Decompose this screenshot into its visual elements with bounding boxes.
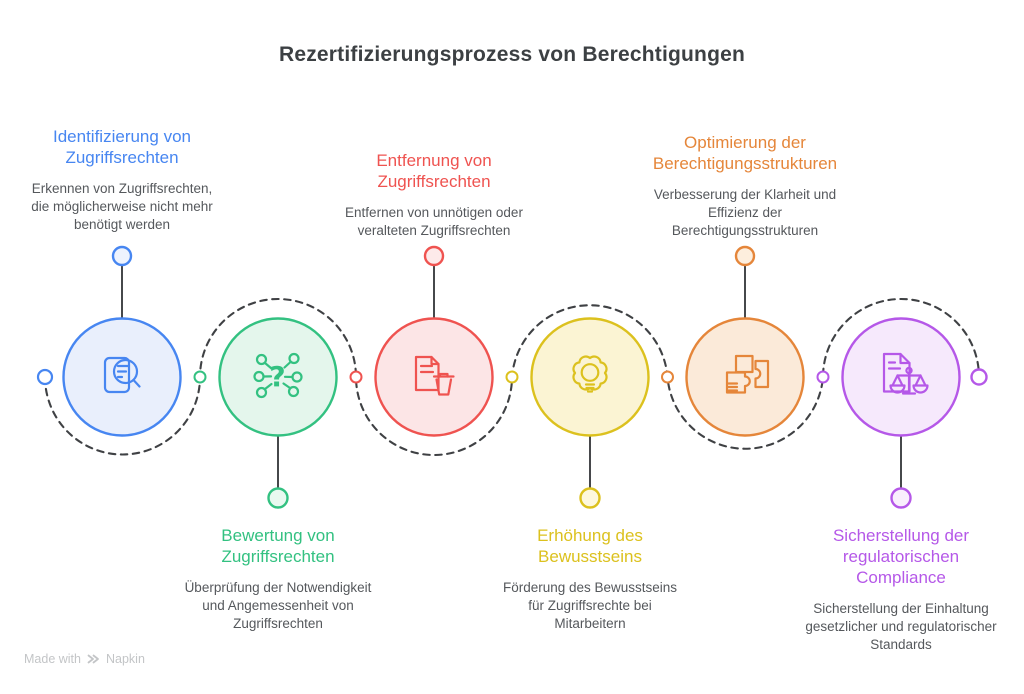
step-5-description: Verbesserung der Klarheit und Effizienz der Berechtigungsstrukturen bbox=[653, 187, 837, 239]
made-with-napkin bbox=[24, 652, 145, 666]
step-5-text bbox=[630, 132, 860, 240]
step-anchor-dot-2 bbox=[269, 489, 288, 508]
step-6-text bbox=[786, 525, 1016, 654]
step-4-heading: Erhöhung des Bewusstseins bbox=[537, 526, 643, 567]
step-1-heading: Identifizierung von Zugriffsrechten bbox=[53, 127, 191, 168]
connector-dot-5 bbox=[662, 372, 673, 383]
connector-dot-3 bbox=[351, 372, 362, 383]
step-anchor-dot-5 bbox=[736, 247, 754, 265]
step-1-description: Erkennen von Zugriffsrechten, die möglicherweise nicht mehr benötigt werden bbox=[31, 181, 213, 233]
path-end-dot bbox=[972, 370, 987, 385]
step-4-text bbox=[475, 525, 705, 633]
step-circle-6 bbox=[843, 319, 960, 436]
step-3-text bbox=[319, 150, 549, 240]
step-4-description: Förderung des Bewusstseins für Zugriffsrechte bei Mitarbeitern bbox=[502, 580, 678, 632]
napkin-brand-label: Napkin bbox=[105, 652, 145, 666]
connector-dot-6 bbox=[818, 372, 829, 383]
step-anchor-dot-6 bbox=[892, 489, 911, 508]
step-anchor-dot-4 bbox=[581, 489, 600, 508]
step-anchor-dot-1 bbox=[113, 247, 131, 265]
step-2-description: Überprüfung der Notwendigkeit und Angemessenheit von Zugriffsrechten bbox=[184, 580, 372, 632]
svg-text:?: ? bbox=[269, 360, 286, 393]
connector-dot-2 bbox=[195, 372, 206, 383]
step-3-heading: Entfernung von Zugriffsrechten bbox=[376, 151, 492, 192]
made-with-label: Made with bbox=[24, 652, 81, 666]
step-6-heading: Sicherstellung der regulatorischen Compliance bbox=[832, 526, 970, 588]
napkin-logo-icon bbox=[86, 653, 101, 665]
step-3-description: Entfernen von unnötigen oder veralteten Zugriffsrechten bbox=[345, 205, 523, 239]
step-circle-4 bbox=[532, 319, 649, 436]
page-title: Rezertifizierungsprozess von Berechtigungen bbox=[278, 43, 746, 66]
step-5-heading: Optimierung der Berechtigungsstrukturen bbox=[652, 133, 838, 174]
connector-dot-4 bbox=[507, 372, 518, 383]
step-1-text bbox=[7, 126, 237, 234]
step-6-description: Sicherstellung der Einhaltung gesetzlicher und regulatorischer Standards bbox=[805, 601, 997, 653]
path-start-dot bbox=[38, 370, 52, 384]
step-anchor-dot-3 bbox=[425, 247, 443, 265]
step-2-heading: Bewertung von Zugriffsrechten bbox=[221, 526, 335, 567]
step-2-text bbox=[163, 525, 393, 633]
